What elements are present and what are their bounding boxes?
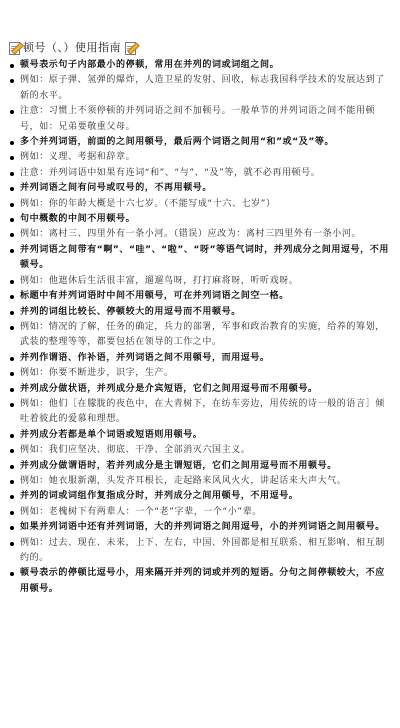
guide-list	[9, 58, 393, 597]
bullet-icon	[10, 295, 14, 299]
bullet-icon	[10, 403, 14, 407]
bullet-icon	[10, 280, 14, 284]
example-item	[9, 320, 393, 351]
rule-item	[9, 181, 393, 196]
example-item	[9, 443, 393, 458]
example-item	[9, 474, 393, 489]
item-text: 例如：他们［在朦胧的夜色中，在大青树下，在纺车旁边，用传统的诗一般的语言］倾吐着彼此的爱慕和理想。	[20, 398, 385, 425]
item-text: 例如：老槐树下有两辈人：一个“老”字辈，一个“小”辈。	[20, 506, 262, 517]
bullet-icon	[10, 542, 14, 546]
bullet-icon	[10, 372, 14, 376]
item-text: 例如：原子弹、氢弹的爆炸，人造卫星的发射、回收，标志我国科学技术的发展达到了新的水平。	[20, 75, 385, 101]
item-text: 句中概数的中间不用顿号。	[20, 214, 136, 225]
item-text: 并列词语之间带有“啊”、“哇”、“啦”、“呀”等语气词时，并列成分之间用逗号，不用顿号。	[20, 244, 389, 271]
item-text: 多个并列词语，前面的之间用顿号，最后两个词语之间用“和”或“及”等。	[20, 137, 335, 148]
bullet-icon	[10, 218, 14, 222]
title-row	[8, 38, 136, 56]
rule-item	[9, 58, 393, 73]
item-text: 标题中有并列词语时中间不用顿号，可在并列词语之间空一格。	[20, 291, 289, 302]
example-item	[9, 366, 393, 381]
item-text: 并列词语之间有问号或叹号的，不再用顿号。	[20, 183, 213, 194]
bullet-icon	[10, 79, 14, 83]
rule-item	[9, 212, 393, 227]
memo-icon	[8, 41, 20, 54]
bullet-icon	[10, 511, 14, 515]
page-title: 顿号（、）使用指南	[23, 41, 121, 54]
item-text: 并列的词组比较长、停顿较大的用逗号而不用顿号。	[20, 306, 241, 317]
item-text: 例如：义理、考据和辞章。	[20, 152, 136, 163]
example-item	[9, 227, 393, 242]
rule-item	[9, 135, 393, 150]
bullet-icon	[10, 172, 14, 176]
example-item	[9, 505, 393, 520]
example-item	[9, 73, 393, 104]
bullet-icon	[10, 64, 14, 68]
bullet-icon	[10, 311, 14, 315]
bullet-icon	[10, 465, 14, 469]
bullet-icon	[10, 203, 14, 207]
bullet-icon	[10, 434, 14, 438]
example-item	[9, 536, 393, 567]
rule-item	[9, 428, 393, 443]
item-text: 例如：你的年龄大概是十六七岁。（不能写成“十六、七岁”）	[20, 198, 276, 209]
item-text: 例如：你要不断进步，识字，生产。	[20, 368, 174, 379]
example-item	[9, 150, 393, 165]
example-item	[9, 274, 393, 289]
bullet-icon	[10, 449, 14, 453]
bullet-icon	[10, 233, 14, 237]
rule-item	[9, 243, 393, 274]
item-text: 如果并列词语中还有并列词语，大的并列词语之间用逗号，小的并列词语之间用顿号。	[20, 522, 385, 533]
bullet-icon	[10, 141, 14, 145]
item-text: 并列作谓语、作补语，并列词语之间不用顿号，而用逗号。	[20, 352, 270, 363]
rule-item	[9, 459, 393, 474]
item-text: 并列的词或词组作复指成分时，并列成分之间用顿号，不用逗号。	[20, 491, 299, 502]
example-item	[9, 166, 393, 181]
item-text: 注意：并列词语中如果有连词“和”、“与”、“及”等，就不必再用顿号。	[20, 167, 321, 178]
bullet-icon	[10, 187, 14, 191]
item-text: 例如：过去、现在、未来，上下、左右，中国、外国都是相互联系、相互影响、相互制约的。	[20, 537, 385, 563]
item-text: 顿号表示的停顿比逗号小，用来隔开并列的词或并列的短语。分句之间停顿较大，不应用顿号。	[20, 568, 385, 594]
item-text: 例如：他遮休后生活很丰富，遛遛鸟呀，打打麻将呀，听听戏呀。	[20, 275, 299, 286]
bullet-icon	[10, 572, 14, 576]
bullet-icon	[10, 156, 14, 160]
bullet-icon	[10, 495, 14, 499]
item-text: 例如：离村三、四里外有一条小河。（错误）应改为：离村三四里外有一条小河。	[20, 229, 362, 240]
bullet-icon	[10, 110, 14, 114]
item-text: 注意：习惯上不须停顿的并列词语之间不加顿号。一般单节的并列词语之间不能用顿号，如：兄弟要敬重父母。	[20, 106, 376, 132]
example-item	[9, 197, 393, 212]
bullet-icon	[10, 249, 14, 253]
rule-item	[9, 520, 393, 535]
bullet-icon	[10, 326, 14, 330]
bullet-icon	[10, 388, 14, 392]
rule-item	[9, 305, 393, 320]
rule-item	[9, 382, 393, 397]
rule-item	[9, 566, 393, 597]
item-text: 例如：她衣服新潮，头发齐耳根长，走起路来风风火火，讲起话来大声大气。	[20, 475, 347, 486]
example-item	[9, 104, 393, 135]
item-text: 并列成分做状语，并列成分是介宾短语，它们之间用逗号而不用顿号。	[20, 383, 318, 394]
item-text: 顿号表示句子内部最小的停顿，常用在并列的词或词组之间。	[20, 60, 280, 70]
bullet-icon	[10, 357, 14, 361]
rule-item	[9, 289, 393, 304]
example-item	[9, 397, 393, 428]
bullet-icon	[10, 526, 14, 530]
rule-item	[9, 489, 393, 504]
item-text: 并列成分若都是单个词语或短语则用顿号。	[20, 429, 203, 440]
item-text: 例如：情况的了解，任务的确定，兵力的部署，军事和政治教育的实施，给养的筹划，武装的整理等等，都要包括在领导的工作之中。	[20, 321, 385, 348]
memo-icon	[124, 41, 136, 54]
bullet-icon	[10, 480, 14, 484]
item-text: 并列成分做谓语时，若并列成分是主谓短语，它们之间用逗号而不用顿号。	[20, 460, 337, 471]
item-text: 例如：我们应坚决、彻底、干净、全部消灭六国主义。	[20, 445, 251, 456]
rule-item	[9, 351, 393, 366]
